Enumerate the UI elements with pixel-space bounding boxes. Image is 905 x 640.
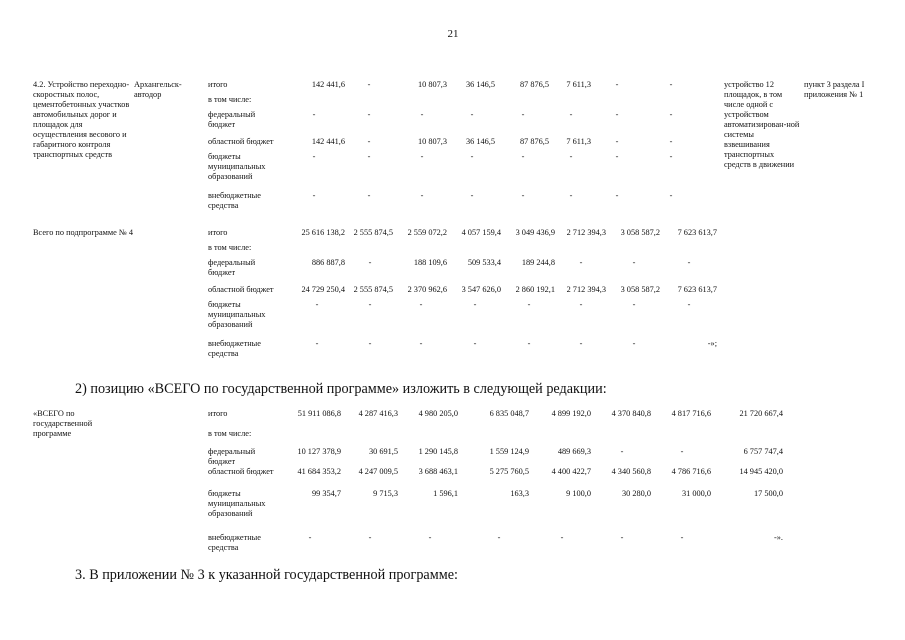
table-cell: 4 817 716,6 (671, 409, 711, 418)
table-cell: - (687, 300, 691, 309)
table-cell: - (527, 300, 531, 309)
table-cell: - (312, 110, 316, 119)
table-cell: 4 370 840,8 (611, 409, 651, 418)
table-cell: - (615, 152, 619, 161)
table-cell: - (632, 339, 636, 348)
table-cell: - (428, 533, 432, 542)
table-cell: 188 109,6 (413, 258, 447, 267)
table-cell: - (632, 258, 636, 267)
table-cell: 24 729 250,4 (301, 285, 345, 294)
table-cell: 87 876,5 (519, 137, 549, 146)
table-cell: - (470, 110, 474, 119)
table-cell: - (579, 300, 583, 309)
table-cell: 21 720 667,4 (739, 409, 783, 418)
table-cell: - (367, 191, 371, 200)
table-cell: - (312, 191, 316, 200)
table-cell: 6 835 048,7 (489, 409, 529, 418)
row-label: в том числе: (208, 95, 252, 104)
row-label: бюджеты муниципальных образований (208, 300, 266, 329)
table-cell: - (560, 533, 564, 542)
row-label: бюджеты муниципальных образований (208, 489, 266, 518)
table-cell: 4 247 009,5 (358, 467, 398, 476)
table-cell: - (680, 447, 684, 456)
row-label: внебюджетные средства (208, 339, 261, 358)
table-cell: - (315, 300, 319, 309)
table-cell: 2 555 874,5 (353, 285, 393, 294)
table-cell: - (419, 339, 423, 348)
row-label: областной бюджет (208, 467, 274, 476)
table-cell: - (569, 191, 573, 200)
row-label: в том числе: (208, 243, 252, 252)
row-label: федеральный бюджет (208, 258, 256, 277)
table-cell: 41 684 353,2 (297, 467, 341, 476)
table-cell: - (521, 152, 525, 161)
table-cell: -». (774, 533, 783, 542)
table-cell: 163,3 (510, 489, 529, 498)
row-label: внебюджетные средства (208, 533, 261, 552)
table-cell: - (368, 533, 372, 542)
table-cell: 4 287 416,3 (358, 409, 398, 418)
table-cell: 30 691,5 (368, 447, 398, 456)
table-cell: 99 354,7 (311, 489, 341, 498)
table-cell: 4 340 560,8 (611, 467, 651, 476)
row-label: итого (208, 409, 228, 418)
table-cell: - (569, 110, 573, 119)
table-cell: - (680, 533, 684, 542)
table-cell: 4 980 205,0 (418, 409, 458, 418)
row-label: федеральный бюджет (208, 447, 256, 466)
table-cell: 2 712 394,3 (566, 285, 606, 294)
table-cell: 9 715,3 (373, 489, 398, 498)
table-cell: 3 547 626,0 (461, 285, 501, 294)
executor: Архангельск-автодор (134, 80, 182, 99)
table-cell: 4 899 192,0 (551, 409, 591, 418)
table-cell: 2 559 072,2 (407, 228, 447, 237)
table-cell: - (367, 110, 371, 119)
table-cell: 7 611,3 (566, 137, 591, 146)
grand-total-name: «ВСЕГО по государственной программе (33, 409, 93, 438)
table-cell: -»; (707, 339, 717, 348)
table-cell: - (669, 137, 673, 146)
table-cell: - (615, 191, 619, 200)
table-cell: - (527, 339, 531, 348)
table-cell: - (420, 110, 424, 119)
table-cell: 9 100,0 (566, 489, 591, 498)
table-cell: 17 500,0 (753, 489, 783, 498)
table-cell: 4 057 159,4 (461, 228, 501, 237)
table-cell: 1 596,1 (433, 489, 458, 498)
link-text: пункт 3 раздела I приложения № 1 (804, 80, 865, 99)
page-number: 21 (447, 28, 459, 40)
table-cell: 25 616 138,2 (301, 228, 345, 237)
table-cell: 10 807,3 (417, 80, 447, 89)
table-cell: 30 280,0 (621, 489, 651, 498)
table-cell: - (367, 80, 371, 89)
table-cell: - (315, 339, 319, 348)
table-cell: - (473, 300, 477, 309)
table-cell: - (368, 300, 372, 309)
table-cell: - (420, 152, 424, 161)
table-cell: 2 860 192,1 (515, 285, 555, 294)
table-cell: 10 127 378,9 (297, 447, 341, 456)
table-cell: 51 911 086,8 (297, 409, 341, 418)
table-cell: 7 611,3 (566, 80, 591, 89)
table-cell: 489 669,3 (557, 447, 591, 456)
table-cell: - (308, 533, 312, 542)
table-cell: - (615, 137, 619, 146)
table-cell: 4 786 716,6 (671, 467, 711, 476)
row-label: федеральный бюджет (208, 110, 256, 129)
table-cell: - (579, 258, 583, 267)
table-cell: - (368, 258, 372, 267)
table-cell: 4 400 422,7 (551, 467, 591, 476)
table-cell: 36 146,5 (465, 80, 495, 89)
row-label: итого (208, 228, 228, 237)
table-cell: - (687, 258, 691, 267)
table-cell: 142 441,6 (311, 137, 345, 146)
table-cell: - (632, 300, 636, 309)
table-cell: 509 533,4 (467, 258, 501, 267)
table-cell: - (620, 533, 624, 542)
table-cell: - (669, 191, 673, 200)
table-cell: 2 370 962,6 (407, 285, 447, 294)
table-cell: 142 441,6 (311, 80, 345, 89)
table-cell: - (579, 339, 583, 348)
row-label: в том числе: (208, 429, 252, 438)
table-cell: - (669, 80, 673, 89)
table-cell: - (669, 110, 673, 119)
row-label: итого (208, 80, 228, 89)
table-cell: - (419, 300, 423, 309)
table-cell: - (470, 191, 474, 200)
table-cell: - (497, 533, 501, 542)
table-cell: 31 000,0 (681, 489, 711, 498)
table-cell: 7 623 613,7 (677, 228, 717, 237)
table-cell: - (420, 191, 424, 200)
table-cell: 3 049 436,9 (515, 228, 555, 237)
table-cell: 87 876,5 (519, 80, 549, 89)
row-label: областной бюджет (208, 285, 274, 294)
table-cell: - (312, 152, 316, 161)
table-cell: 3 058 587,2 (620, 228, 660, 237)
row-label: бюджеты муниципальных образований (208, 152, 266, 181)
subtotal-name: Всего по подпрограмме № 4 (33, 228, 134, 237)
table-cell: 6 757 747,4 (743, 447, 783, 456)
row-label: областной бюджет (208, 137, 274, 146)
table-cell: 3 688 463,1 (418, 467, 458, 476)
paragraph-2: 2) позицию «ВСЕГО по государственной программе» изложить в следующей редакции: (75, 381, 607, 397)
table-cell: - (615, 110, 619, 119)
table-cell: - (368, 339, 372, 348)
table-cell: - (669, 152, 673, 161)
table-cell: 189 244,8 (521, 258, 555, 267)
table-cell: - (470, 152, 474, 161)
table-cell: 2 555 874,5 (353, 228, 393, 237)
table-cell: - (367, 137, 371, 146)
table-cell: - (367, 152, 371, 161)
table-cell: - (521, 191, 525, 200)
table-cell: - (615, 80, 619, 89)
table-cell: 886 887,8 (311, 258, 345, 267)
table-cell: - (620, 447, 624, 456)
row-label: внебюджетные средства (208, 191, 261, 210)
table-cell: - (569, 152, 573, 161)
table-cell: - (473, 339, 477, 348)
paragraph-3: 3. В приложении № 3 к указанной государственной программе: (75, 567, 458, 583)
table-cell: 3 058 587,2 (620, 285, 660, 294)
table-cell: 2 712 394,3 (566, 228, 606, 237)
table-cell: 10 807,3 (417, 137, 447, 146)
result-text: устройство 12 площадок, в том числе одной с устройством автоматизирован-ной системы взвешивания транспортных средств в движении (724, 80, 800, 169)
table-cell: 1 290 145,8 (418, 447, 458, 456)
measure-name: 4.2. Устройство переходно-скоростных полос, цементобетонных участков автомобильных дорог и площадок для осуществления весового и габаритного контроля транспортных средств (33, 80, 130, 159)
table-cell: - (521, 110, 525, 119)
table-cell: 14 945 420,0 (739, 467, 783, 476)
table-cell: 7 623 613,7 (677, 285, 717, 294)
table-cell: 36 146,5 (465, 137, 495, 146)
table-cell: 5 275 760,5 (489, 467, 529, 476)
table-cell: 1 559 124,9 (489, 447, 529, 456)
